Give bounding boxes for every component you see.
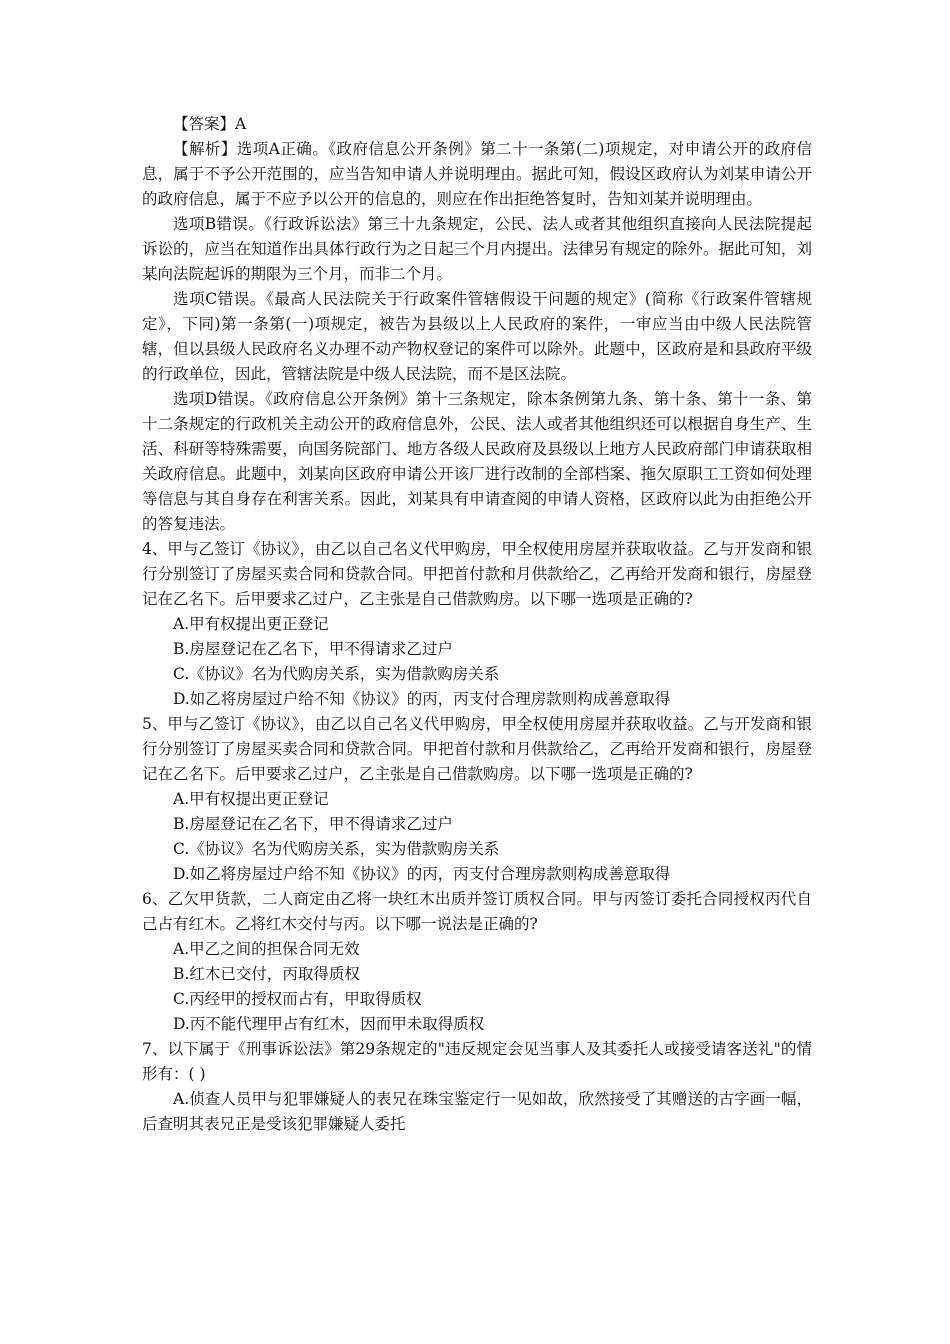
option-b: B.房屋登记在乙名下，甲不得请求乙过户 — [173, 640, 453, 658]
option-a: A.侦查人员甲与犯罪嫌疑人的表兄在珠宝鉴定行一见如故，欣然接受了其赠送的古字画一幅，后查明其表兄正是受该犯罪嫌疑人委托 — [142, 1090, 812, 1133]
option-c: C.《协议》名为代购房关系，实为借款购房关系 — [173, 840, 500, 858]
question-stem: 6、乙欠甲货款，二人商定由乙将一块红木出质并签订质权合同。甲与丙签订委托合同授权丙代自己占有红木。乙将红木交付与丙。以下哪一说法是正确的? — [142, 890, 812, 933]
option-c: C.丙经甲的授权而占有，甲取得质权 — [173, 990, 422, 1008]
question-6 — [142, 887, 812, 1037]
analysis-paragraph: 选项B错误。《行政诉讼法》第三十九条规定，公民、法人或者其他组织直接向人民法院提起诉讼的，应当在知道作出具体行政行为之日起三个月内提出。法律另有规定的除外。据此可知，刘某向法院起诉的期限为三个月，而非二个月。 — [142, 215, 812, 283]
option-d: D.丙不能代理甲占有红木，因而甲未取得质权 — [173, 1015, 485, 1033]
question-stem: 4、甲与乙签订《协议》，由乙以自己名义代甲购房，甲全权使用房屋并获取收益。乙与开发商和银行分别签订了房屋买卖合同和贷款合同。甲把首付款和月供款给乙，乙再给开发商和银行，房屋登记在乙名下。后甲要求乙过户，乙主张是自己借款购房。以下哪一选项是正确的? — [142, 540, 812, 608]
document-page — [142, 112, 812, 1137]
option-d: D.如乙将房屋过户给不知《协议》的丙，丙支付合理房款则构成善意取得 — [173, 690, 671, 708]
question-stem: 5、甲与乙签订《协议》，由乙以自己名义代甲购房，甲全权使用房屋并获取收益。乙与开发商和银行分别签订了房屋买卖合同和贷款合同。甲把首付款和月供款给乙，乙再给开发商和银行，房屋登记在乙名下。后甲要求乙过户，乙主张是自己借款购房。以下哪一选项是正确的? — [142, 715, 812, 783]
option-c: C.《协议》名为代购房关系，实为借款购房关系 — [173, 665, 500, 683]
question-5 — [142, 712, 812, 887]
question-stem: 7、以下属于《刑事诉讼法》第29条规定的"违反规定会见当事人及其委托人或接受请客送礼"的情形有：( ) — [142, 1040, 812, 1083]
analysis-paragraph: 选项C错误。《最高人民法院关于行政案件管辖假设干问题的规定》(简称《行政案件管辖规定》，下同)第一条第(一)项规定，被告为县级以上人民政府的案件，一审应当由中级人民法院管辖，但以县级人民政府名义办理不动产物权登记的案件可以除外。此题中，区政府是和县政府平级的行政单位，因此，管辖法院是中级人民法院，而不是区法院。 — [142, 290, 812, 383]
question-4 — [142, 537, 812, 712]
option-a: A.甲有权提出更正登记 — [173, 790, 329, 808]
question-7 — [142, 1037, 812, 1137]
analysis-paragraph: 选项D错误。《政府信息公开条例》第十三条规定，除本条例第九条、第十条、第十一条、第十二条规定的行政机关主动公开的政府信息外，公民、法人或者其他组织还可以根据自身生产、生活、科研等特殊需要，向国务院部门、地方各级人民政府及县级以上地方人民政府部门申请获取相关政府信息。此题中，刘某向区政府申请公开该厂进行改制的全部档案、拖欠原职工工资如何处理等信息与其自身存在利害关系。因此，刘某具有申请查阅的申请人资格，区政府以此为由拒绝公开的答复违法。 — [142, 390, 812, 533]
option-b: B.红木已交付，丙取得质权 — [173, 965, 360, 983]
answer-line: 【答案】A — [173, 115, 247, 133]
option-a: A.甲乙之间的担保合同无效 — [173, 940, 360, 958]
option-a: A.甲有权提出更正登记 — [173, 615, 329, 633]
option-b: B.房屋登记在乙名下，甲不得请求乙过户 — [173, 815, 453, 833]
option-d: D.如乙将房屋过户给不知《协议》的丙，丙支付合理房款则构成善意取得 — [173, 865, 671, 883]
analysis-paragraph: 【解析】选项A正确。《政府信息公开条例》第二十一条第(二)项规定，对申请公开的政府信息，属于不予公开范围的，应当告知申请人并说明理由。据此可知，假设区政府认为刘某申请公开的政府信息，属于不应予以公开的信息的，则应在作出拒绝答复时，告知刘某并说明理由。 — [142, 140, 812, 208]
